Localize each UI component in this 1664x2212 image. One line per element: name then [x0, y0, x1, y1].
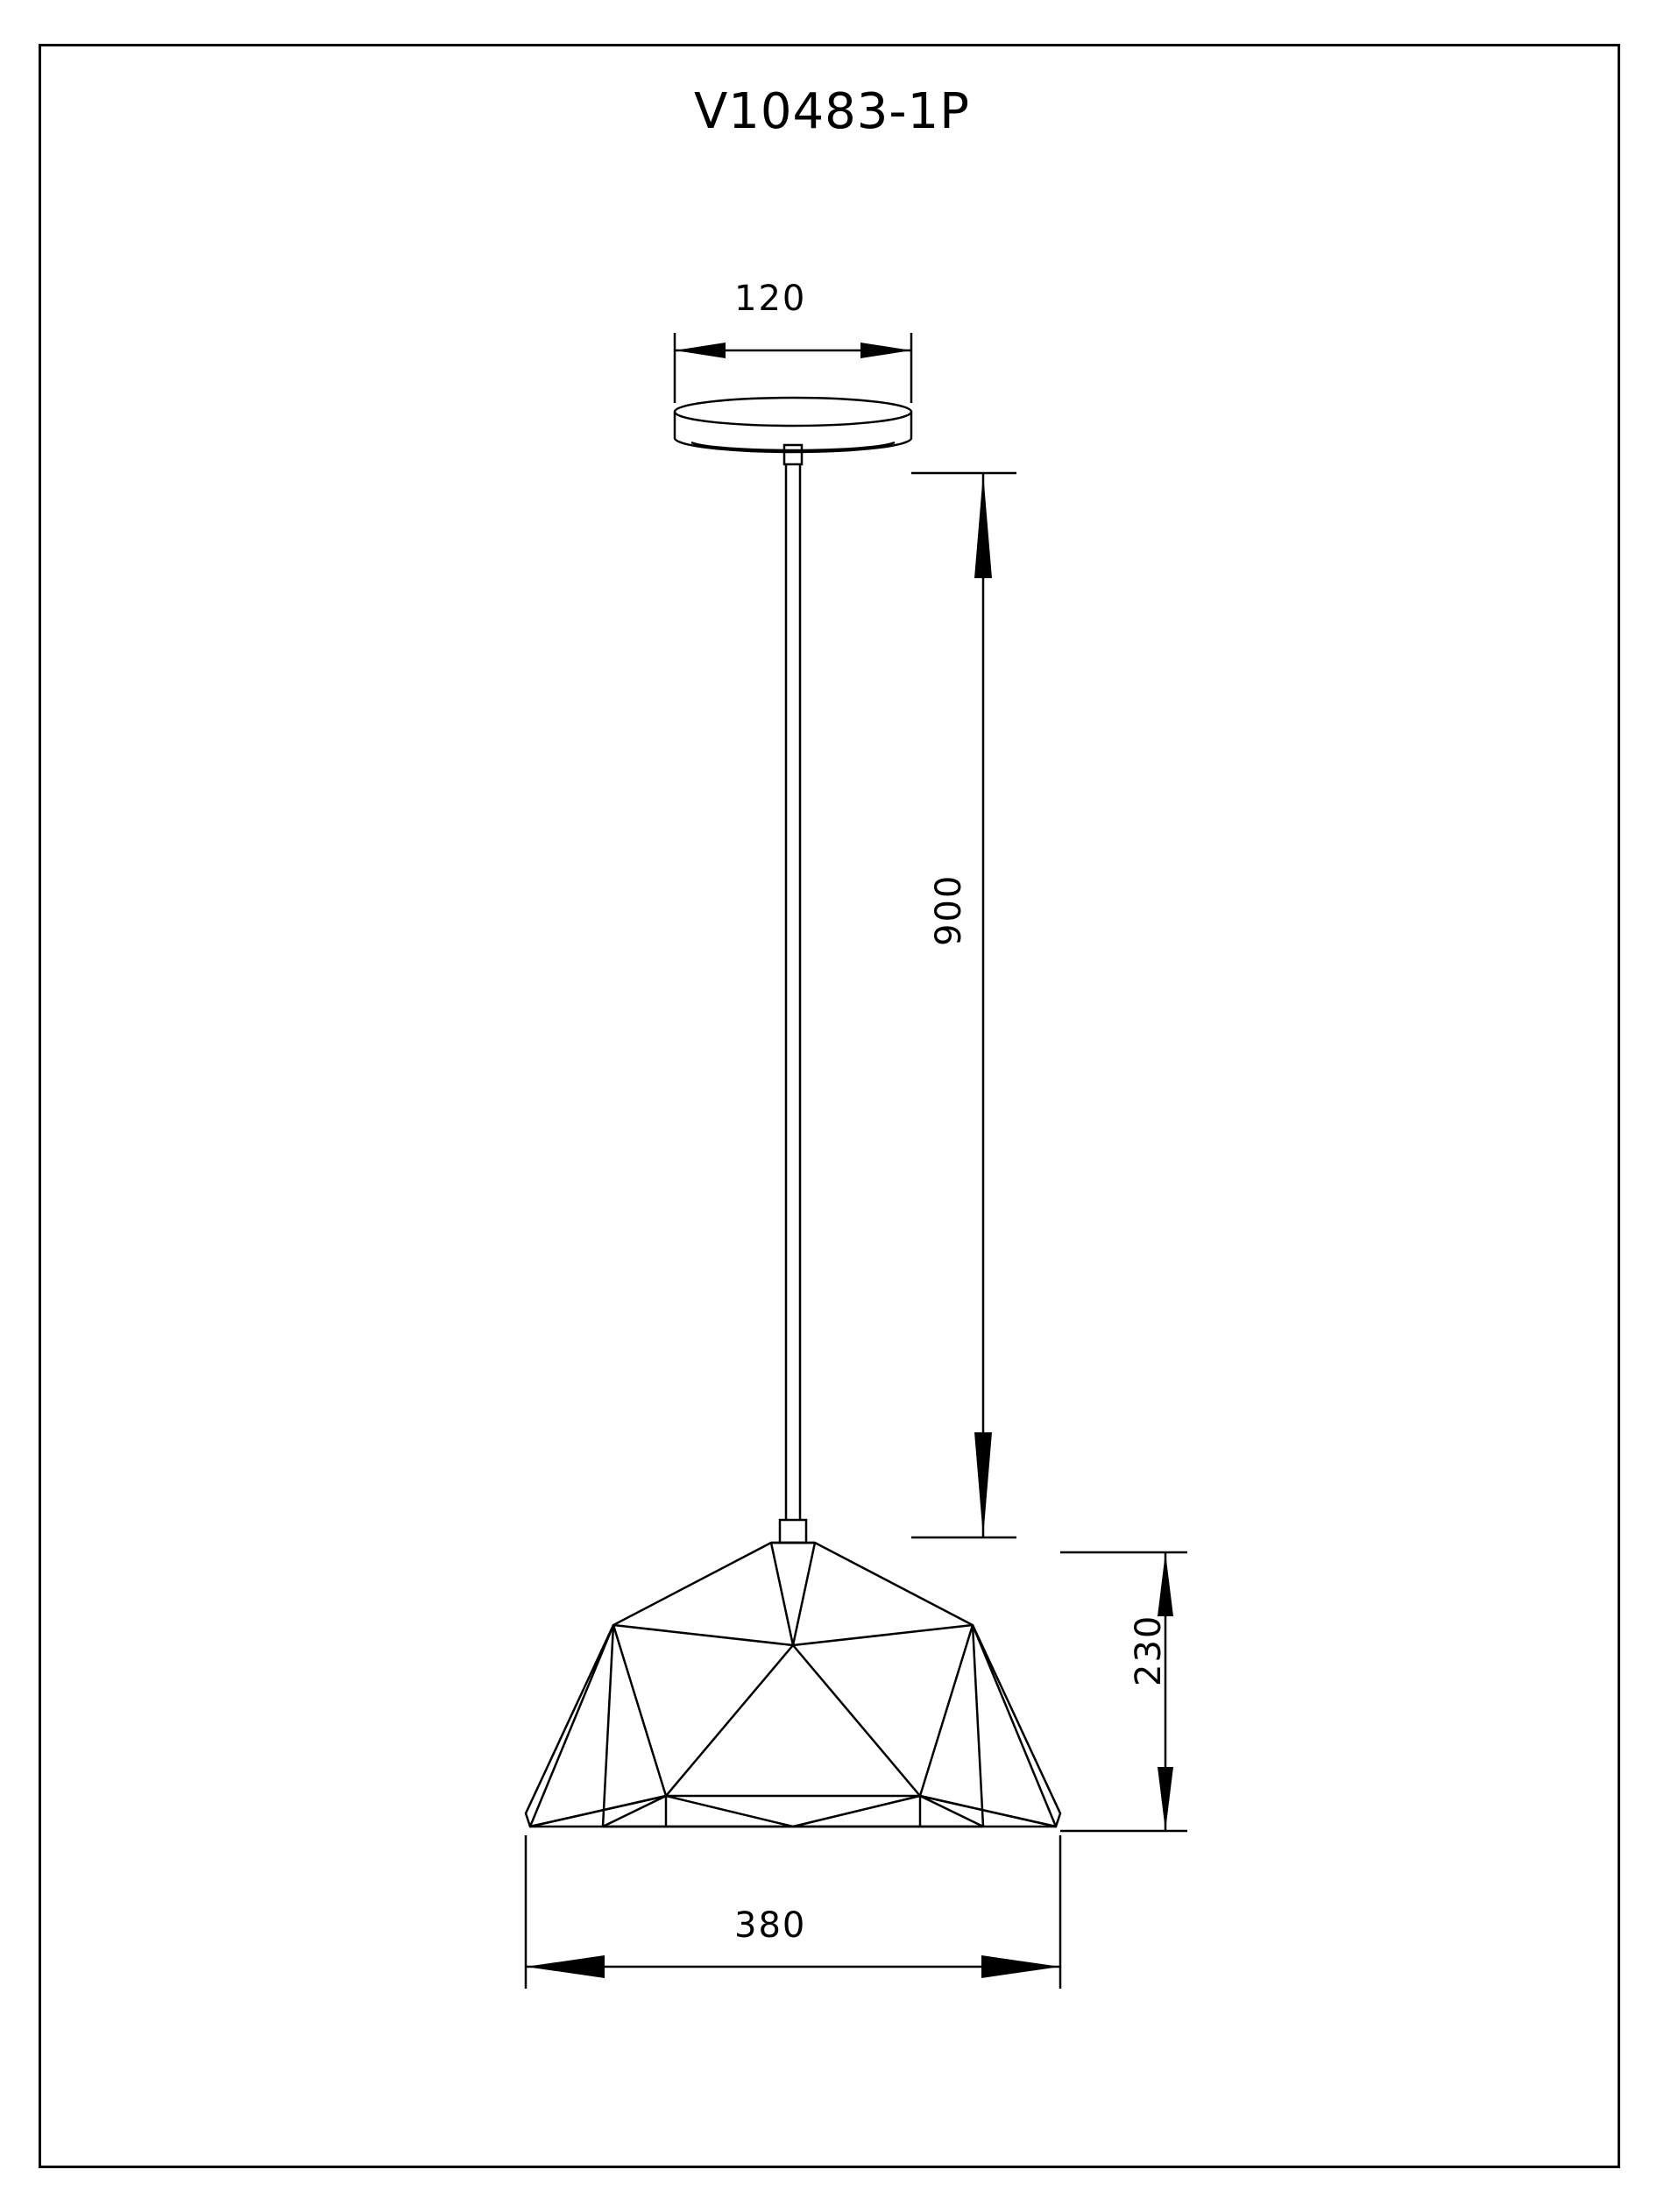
page-title: V10483-1P — [693, 83, 971, 140]
dimension-label-shade-width: 380 — [734, 1905, 807, 1946]
canopy — [675, 398, 911, 452]
lamp-shade — [526, 1543, 1060, 1827]
dimension-label-drop-height: 900 — [929, 873, 969, 946]
dimension-canopy-width — [675, 333, 911, 403]
dimension-label-shade-height: 230 — [1129, 1614, 1169, 1686]
dimension-drop-height — [911, 473, 1016, 1537]
suspension-cable — [780, 445, 806, 1543]
dimension-label-canopy-width: 120 — [734, 279, 807, 319]
